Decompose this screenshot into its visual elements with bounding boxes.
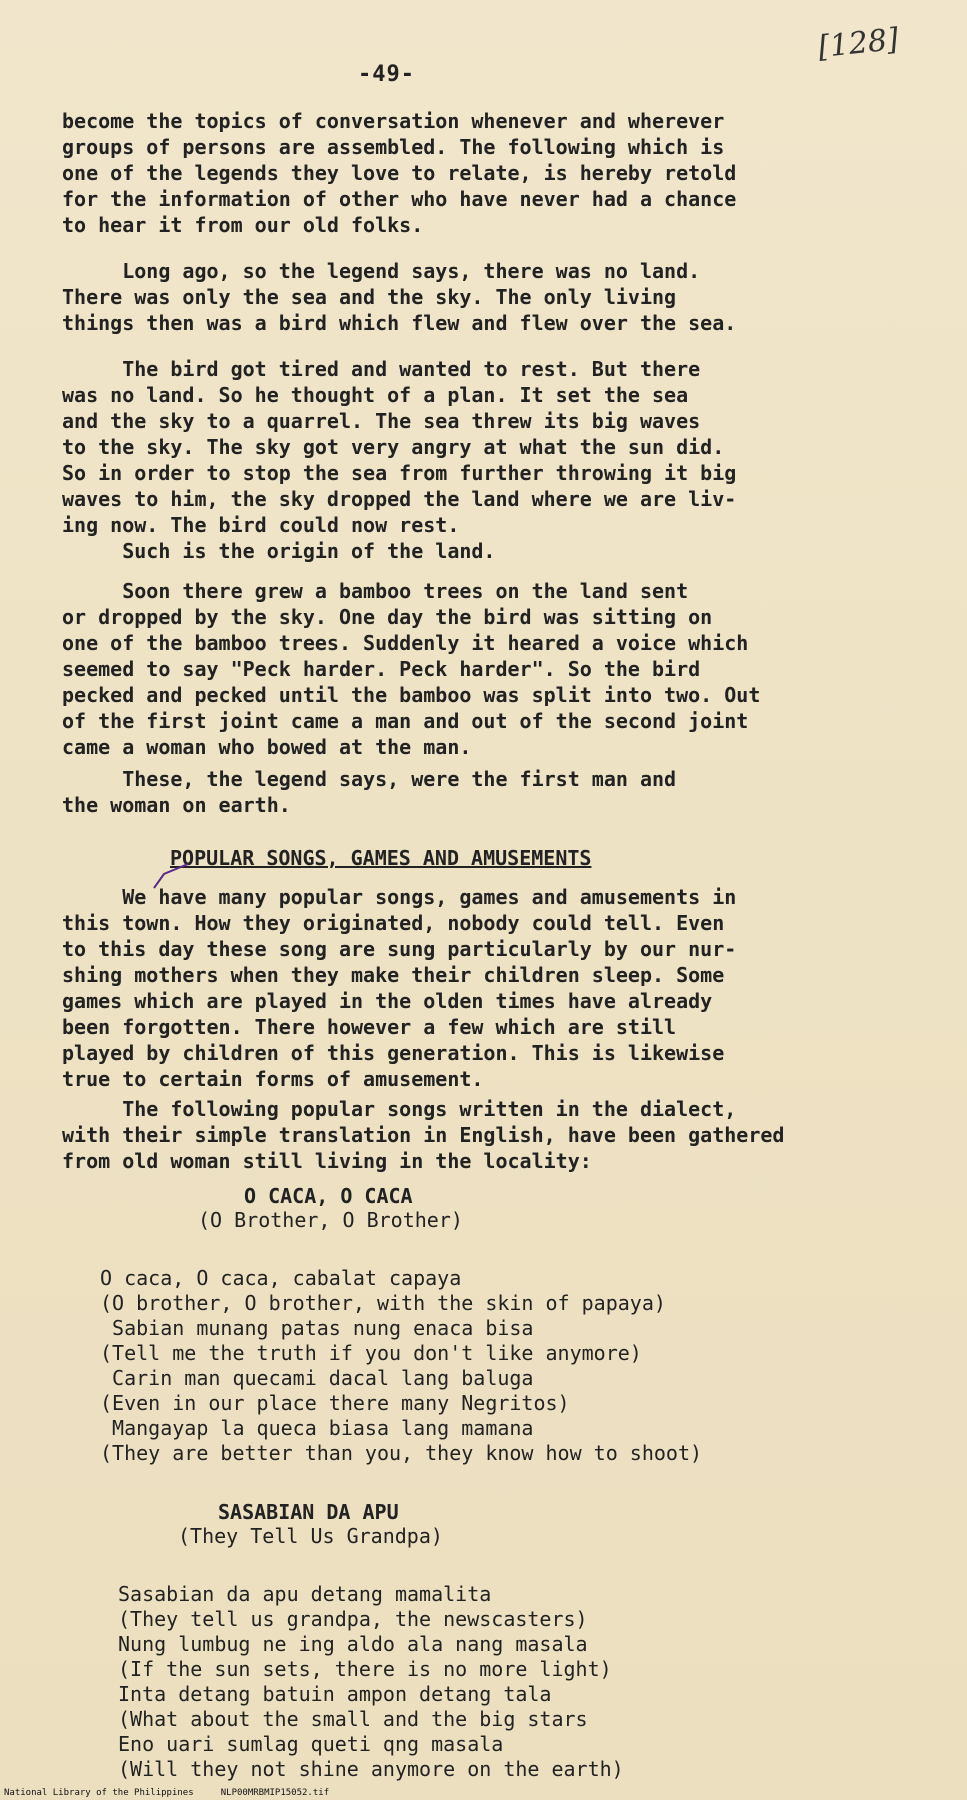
paragraph-songs-intro: We have many popular songs, games and amusements in this town. How they originated, nobody could tell. Even to this day these song are sung particularly by our nur- shing mothers when they make their children sleep. Some games which are played in the olden times have already been forgotten. There however a few which are still played by children of this generation. This is likewise true to certain forms of amusement. [62, 885, 737, 1091]
song-lyrics: O caca, O caca, cabalat capaya (O brother, O brother, with the skin of papaya) Sabian munang patas nung enaca bisa (Tell me the truth if you don't like anymore) Carin man quecami dacal lang baluga (Even in our place there many Negritos) Mangayap la queca biasa lang mamana (They are better than you, they know how to shoot) [100, 1266, 703, 1465]
paragraph-intro: become the topics of conversation whenever and wherever groups of persons are assembled. The following which is one of the legends they love to relate, is hereby retold for the information of other who have never had a chance to hear it from our old folks. [62, 109, 737, 237]
paragraph-bird: The bird got tired and wanted to rest. But there was no land. So he thought of a plan. It set the sea and the sky to a quarrel. The sea threw its big waves to the sky. The sky got very angry at what the sun did. So in order to stop the sea from further throwing it big waves to him, the sky dropped the land where we are liv- ing now. The bird could now rest. Such is the origin of the land. [62, 357, 737, 563]
paragraph-long-ago: Long ago, so the legend says, there was no land. There was only the sea and the sky. The only living things then was a bird which flew and flew over the sea. [62, 259, 737, 335]
page-number: -49- [358, 62, 415, 87]
paragraph-songs-following: The following popular songs written in the dialect, with their simple translation in English, have been gathered from old woman still living in the locality: [62, 1097, 785, 1173]
song-title: O CACA, O CACA [244, 1184, 413, 1208]
song-title: SASABIAN DA APU [218, 1500, 399, 1524]
section-heading: POPULAR SONGS, GAMES AND AMUSEMENTS [170, 846, 592, 870]
paragraph-bamboo: Soon there grew a bamboo trees on the land sent or dropped by the sky. One day the bird was sitting on one of the bamboo trees. Suddenly it heared a voice which seemed to say "Peck harder. Peck harder". So the bird pecked and pecked until the bamboo was split into two. Out of the first joint came a man and out of the second joint came a woman who bowed at the man. [62, 579, 761, 759]
paragraph-first-man: These, the legend says, were the first man and the woman on earth. [62, 767, 677, 817]
song-lyrics: Sasabian da apu detang mamalita (They tell us grandpa, the newscasters) Nung lumbug ne ing aldo ala nang masala (If the sun sets, there is no more light) Inta detang batuin ampon detang tala (What about the small and the big stars Eno uari sumlag queti qng masala (Will they not shine anymore on the earth) [118, 1582, 624, 1781]
archive-footer: National Library of the Philippines NLP00MRBMIP15052.tif [4, 1788, 330, 1798]
song-subtitle: (They Tell Us Grandpa) [178, 1524, 443, 1548]
handwritten-reference: [128] [816, 21, 901, 66]
song-subtitle: (O Brother, O Brother) [198, 1208, 463, 1232]
